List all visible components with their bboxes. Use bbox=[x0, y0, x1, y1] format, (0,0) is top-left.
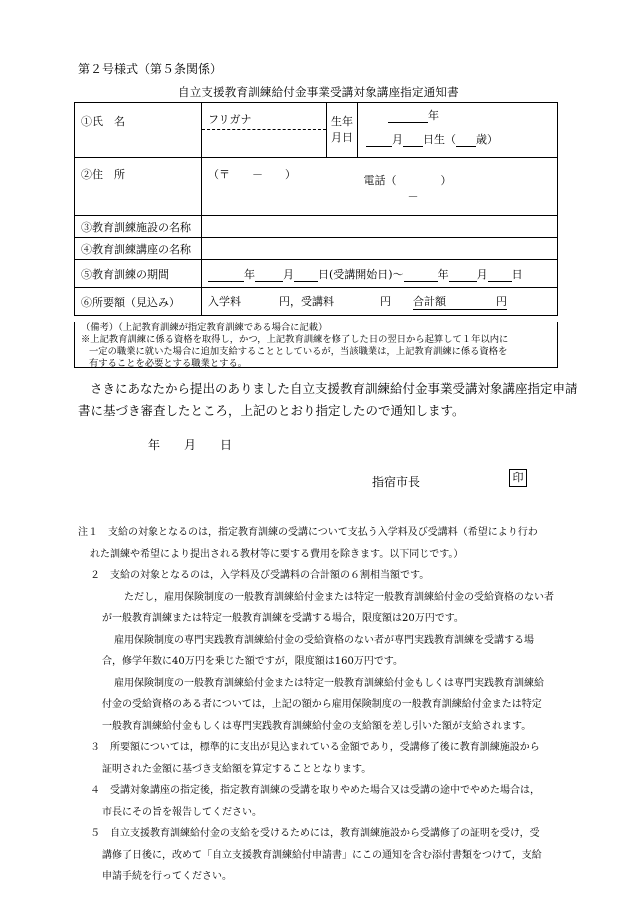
note-3: ３ 所要額については，標準的に支出が見込まれている金額であり，受講修了後に教育訓練施設から bbox=[90, 742, 540, 753]
period-month: 月 bbox=[283, 267, 294, 281]
course-row bbox=[75, 238, 558, 260]
address-field[interactable] bbox=[202, 158, 358, 216]
notice-paragraph-cont: 書に基づき審査したところ，上記のとおり指定したので通知します。 bbox=[78, 403, 465, 418]
period-start: 日(受講開始日)～ bbox=[318, 267, 404, 281]
yen-label: 円 bbox=[380, 295, 391, 308]
note-1-cont: れた訓練や希望により提出される教材等に要する費用を除きます。以下同じです。） bbox=[90, 548, 464, 560]
note-2: ２ 支給の対象となるのは，入学料及び受講料の合計額の６割相当額です。 bbox=[90, 570, 430, 581]
note-5-cont: 講修了日後に，改めて「自立支援教育訓練給付申請書」にこの通知を含む添付書類をつけて，支給 bbox=[102, 849, 542, 861]
cost-field[interactable] bbox=[202, 288, 558, 316]
period-year-end: 年 bbox=[437, 267, 449, 281]
note-2-cont: 一般教育訓練給付金もしくは専門実践教育訓練給付金の支給額を差し引いた額が支給されます。 bbox=[102, 720, 532, 732]
name-row bbox=[75, 103, 558, 158]
furigana-label: フリガナ bbox=[208, 113, 252, 126]
remarks-line: ※上記教育訓練に係る資格を取得し，かつ，上記教育訓練を修了した日の翌日から起算して１年以内に bbox=[81, 334, 509, 345]
note-4: ４ 受講対象講座の指定後，指定教育訓練の受講を取りやめた場合又は受講の途中でやめた場合は， bbox=[90, 785, 540, 796]
name-label: ①氏 名 bbox=[75, 103, 202, 158]
birth-label-line1: 生年 bbox=[331, 115, 353, 128]
entry-fee-label: 入学料 bbox=[208, 295, 241, 308]
note-5: ５ 自立支援教育訓練給付金の支給を受けるためには，教育訓練施設から受講修了の証明を受け，受 bbox=[90, 828, 540, 839]
period-year: 年 bbox=[244, 267, 255, 281]
note-4-cont: 市長にその旨を報告してください。 bbox=[102, 806, 262, 818]
issue-date: 年 月 日 bbox=[148, 438, 233, 452]
birthdate-label bbox=[327, 103, 358, 158]
cost-label: ⑥所要額（見込み） bbox=[75, 288, 202, 316]
notice-paragraph: さきにあなたから提出のありました自立支援教育訓練給付金事業受講対象講座指定申請 bbox=[90, 381, 578, 396]
period-month-end: 月 bbox=[476, 267, 488, 281]
course-field[interactable] bbox=[202, 238, 558, 260]
period-field[interactable] bbox=[202, 260, 558, 288]
phone-field[interactable] bbox=[358, 158, 558, 216]
birth-label-line2: 月日 bbox=[331, 131, 353, 144]
phone-label: 電話（ ） bbox=[363, 174, 452, 187]
year-suffix: 年 bbox=[428, 109, 439, 122]
facility-row bbox=[75, 216, 558, 238]
remarks-heading: （備考）（上記教育訓練が指定教育訓練である場合に記載） bbox=[81, 322, 328, 333]
course-label: ④教育訓練講座の名称 bbox=[75, 238, 202, 260]
note-2-cont: 雇用保険制度の専門実践教育訓練給付金の受給資格のない者が専門実践教育訓練を受講する場 bbox=[114, 634, 534, 646]
birthdate-field[interactable] bbox=[358, 103, 558, 158]
period-day-end: 日 bbox=[511, 267, 523, 281]
note-5-cont: 申請手続を行ってください。 bbox=[102, 871, 232, 882]
form-number: 第２号様式（第５条関係） bbox=[78, 62, 223, 76]
total-label: 合計額 bbox=[413, 295, 446, 308]
cost-row bbox=[75, 288, 558, 316]
remarks-box bbox=[74, 322, 558, 368]
facility-label: ③教育訓練施設の名称 bbox=[75, 216, 202, 238]
age-suffix: 歳） bbox=[476, 133, 498, 146]
yen-tuition-label: 円，受講料 bbox=[279, 295, 334, 308]
notes-section bbox=[78, 522, 556, 888]
note-3-cont: 証明された金額に基づき支給額を算定することとなります。 bbox=[102, 763, 372, 775]
name-field[interactable] bbox=[202, 103, 327, 158]
address-row bbox=[75, 158, 558, 216]
note-2-cont: 雇用保険制度の一般教育訓練給付金または特定一般教育訓練給付金もしくは専門実践教育訓練給 bbox=[114, 677, 544, 689]
month-suffix: 月 bbox=[392, 133, 403, 146]
postal-code: （〒 － ） bbox=[208, 168, 296, 181]
address-label: ②住 所 bbox=[75, 158, 202, 216]
mayor-signature: 指宿市長 bbox=[372, 475, 421, 489]
note-2-cont: 合，修学年数に40万円を乗じた額ですが，限度額は160万円です。 bbox=[102, 656, 404, 667]
facility-field[interactable] bbox=[202, 216, 558, 238]
remarks-line: 有することを必要とする職業とする。 bbox=[89, 358, 248, 369]
note-2-cont: 付金の受給資格のある者については，上記の額から雇用保険制度の一般教育訓練給付金または特定 bbox=[102, 699, 542, 710]
document-title: 自立支援教育訓練給付金事業受講対象講座指定通知書 bbox=[178, 85, 459, 99]
note-2-cont: ただし，雇用保険制度の一般教育訓練給付金または特定一般教育訓練給付金の受給資格のない者 bbox=[124, 591, 554, 603]
note-2-cont: が一般教育訓練または特定一般教育訓練を受講する場合，限度額は20万円です。 bbox=[102, 613, 464, 624]
day-suffix: 日生（ bbox=[423, 133, 456, 146]
remarks-line: 一定の職業に就いた場合に追加支給することとしているが，当該職業は，上記教育訓練に係る資格を bbox=[89, 346, 508, 357]
notice-body bbox=[78, 378, 578, 422]
application-table bbox=[74, 102, 558, 316]
seal-box: 印 bbox=[509, 469, 527, 487]
note-1: 注１ 支給の対象となるのは，指定教育訓練の受講について支払う入学料及び受講料（希望により行わ bbox=[78, 527, 538, 538]
period-label: ⑤教育訓練の期間 bbox=[75, 260, 202, 288]
total-yen: 円 bbox=[496, 295, 507, 308]
phone-dash: － bbox=[407, 190, 419, 203]
period-row bbox=[75, 260, 558, 288]
